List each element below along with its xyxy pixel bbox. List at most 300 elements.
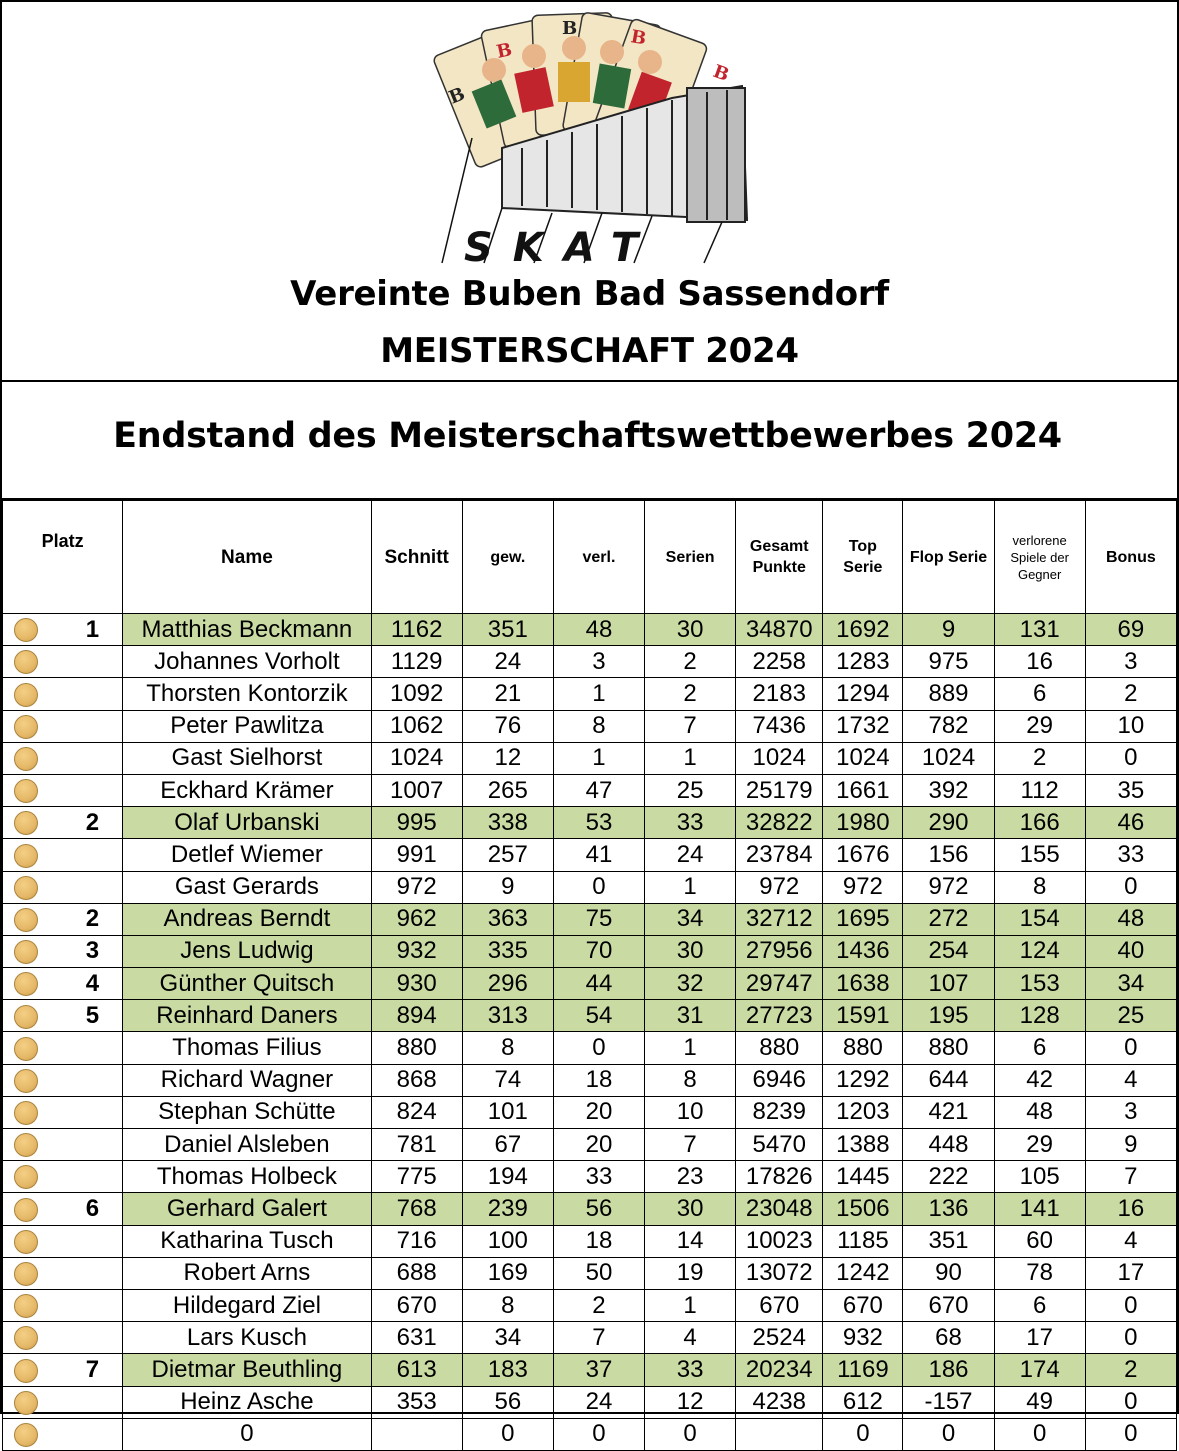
- gew-cell: 21: [462, 678, 553, 710]
- flop-cell: 136: [903, 1193, 994, 1225]
- schnitt-cell: 972: [371, 871, 462, 903]
- table-row: [3, 1225, 1177, 1257]
- schnitt-cell: 1024: [371, 742, 462, 774]
- verl-cell: 0: [553, 871, 644, 903]
- table-row: [3, 1322, 1177, 1354]
- verl-cell: 50: [553, 1257, 644, 1289]
- table-row: [3, 1064, 1177, 1096]
- flop-cell: 880: [903, 1032, 994, 1064]
- flop-cell: 290: [903, 807, 994, 839]
- bonus-cell: 25: [1085, 1000, 1176, 1032]
- serien-cell: 31: [645, 1000, 736, 1032]
- verlorene-cell: 6: [994, 1289, 1085, 1321]
- gew-cell: 12: [462, 742, 553, 774]
- coin-icon-cell: [3, 1096, 63, 1128]
- gew-cell: 265: [462, 774, 553, 806]
- header-verl: verl.: [553, 501, 644, 614]
- svg-text:B: B: [446, 83, 468, 109]
- gew-cell: 76: [462, 710, 553, 742]
- rank-cell: [63, 1289, 123, 1321]
- bonus-cell: 0: [1085, 1418, 1176, 1450]
- rank-cell: [63, 1225, 123, 1257]
- verlorene-cell: 29: [994, 710, 1085, 742]
- championship-title: MEISTERSCHAFT 2024: [380, 331, 799, 371]
- flop-cell: 195: [903, 1000, 994, 1032]
- verl-cell: 7: [553, 1322, 644, 1354]
- serien-cell: 30: [645, 1193, 736, 1225]
- rank-cell: [63, 1322, 123, 1354]
- coin-icon: [14, 1165, 38, 1189]
- schnitt-cell: 1092: [371, 678, 462, 710]
- verlorene-cell: 0: [994, 1418, 1085, 1450]
- schnitt-cell: 716: [371, 1225, 462, 1257]
- rank-cell: [63, 774, 123, 806]
- name-cell: Gerhard Galert: [123, 1193, 371, 1225]
- rank-cell: [63, 1032, 123, 1064]
- header-gesamt: [736, 501, 823, 614]
- top-cell: 0: [823, 1418, 903, 1450]
- rank-cell: 3: [63, 935, 123, 967]
- verlorene-cell: 166: [994, 807, 1085, 839]
- bonus-cell: 4: [1085, 1225, 1176, 1257]
- flop-cell: 107: [903, 968, 994, 1000]
- section-title: Endstand des Meisterschaftswettbewerbes 2024: [113, 416, 1062, 456]
- verl-cell: 24: [553, 1386, 644, 1418]
- coin-icon-cell: [3, 774, 63, 806]
- top-cell: 1692: [823, 614, 903, 646]
- flop-cell: 272: [903, 903, 994, 935]
- schnitt-cell: 991: [371, 839, 462, 871]
- top-cell: 1591: [823, 1000, 903, 1032]
- serien-cell: 4: [645, 1322, 736, 1354]
- schnitt-cell: 631: [371, 1322, 462, 1354]
- name-cell: Matthias Beckmann: [123, 614, 371, 646]
- flop-cell: 351: [903, 1225, 994, 1257]
- coin-icon: [14, 1423, 38, 1447]
- header-gesamt-line1: Gesamt: [749, 538, 809, 555]
- coin-icon-cell: [3, 807, 63, 839]
- table-body: [3, 614, 1177, 1451]
- coin-icon: [14, 811, 38, 835]
- bonus-cell: 0: [1085, 1322, 1176, 1354]
- table-row: [3, 871, 1177, 903]
- gesamt-cell: 670: [736, 1289, 823, 1321]
- verl-cell: 37: [553, 1354, 644, 1386]
- coin-icon-cell: [3, 968, 63, 1000]
- header-verlorene: [994, 501, 1085, 614]
- flop-cell: 9: [903, 614, 994, 646]
- gew-cell: 296: [462, 968, 553, 1000]
- name-cell: Lars Kusch: [123, 1322, 371, 1354]
- gew-cell: 169: [462, 1257, 553, 1289]
- gew-cell: 338: [462, 807, 553, 839]
- coin-icon-cell: [3, 1354, 63, 1386]
- verl-cell: 8: [553, 710, 644, 742]
- gesamt-cell: 7436: [736, 710, 823, 742]
- name-cell: Jens Ludwig: [123, 935, 371, 967]
- verl-cell: 44: [553, 968, 644, 1000]
- bonus-cell: 2: [1085, 1354, 1176, 1386]
- coin-icon: [14, 844, 38, 868]
- top-cell: 880: [823, 1032, 903, 1064]
- name-cell: Daniel Alsleben: [123, 1129, 371, 1161]
- schnitt-cell: [371, 1418, 462, 1450]
- table-row: [3, 1354, 1177, 1386]
- bonus-cell: 3: [1085, 1096, 1176, 1128]
- coin-icon-cell: [3, 1418, 63, 1450]
- coin-icon: [14, 1101, 38, 1125]
- gesamt-cell: 13072: [736, 1257, 823, 1289]
- gesamt-cell: 34870: [736, 614, 823, 646]
- coin-icon: [14, 683, 38, 707]
- serien-cell: 33: [645, 807, 736, 839]
- header-platz: Platz: [3, 501, 123, 614]
- coin-icon-cell: [3, 871, 63, 903]
- flop-cell: 186: [903, 1354, 994, 1386]
- verlorene-cell: 2: [994, 742, 1085, 774]
- bonus-cell: 69: [1085, 614, 1176, 646]
- rank-cell: [63, 839, 123, 871]
- bonus-cell: 0: [1085, 871, 1176, 903]
- gesamt-cell: 10023: [736, 1225, 823, 1257]
- verlorene-cell: 131: [994, 614, 1085, 646]
- bonus-cell: 10: [1085, 710, 1176, 742]
- name-cell: Gast Sielhorst: [123, 742, 371, 774]
- gesamt-cell: 1024: [736, 742, 823, 774]
- header-name: Name: [123, 501, 371, 614]
- name-cell: Olaf Urbanski: [123, 807, 371, 839]
- verl-cell: 33: [553, 1161, 644, 1193]
- table-row: [3, 1289, 1177, 1321]
- schnitt-cell: 932: [371, 935, 462, 967]
- top-cell: 1732: [823, 710, 903, 742]
- gew-cell: 351: [462, 614, 553, 646]
- header-gew: gew.: [462, 501, 553, 614]
- gew-cell: 56: [462, 1386, 553, 1418]
- top-cell: 1980: [823, 807, 903, 839]
- top-cell: 670: [823, 1289, 903, 1321]
- gesamt-cell: 27956: [736, 935, 823, 967]
- schnitt-cell: 775: [371, 1161, 462, 1193]
- name-cell: Thomas Filius: [123, 1032, 371, 1064]
- verl-cell: 1: [553, 742, 644, 774]
- header-flop: Flop Serie: [903, 501, 994, 614]
- coin-icon-cell: [3, 1257, 63, 1289]
- rank-cell: [63, 1257, 123, 1289]
- verl-cell: 56: [553, 1193, 644, 1225]
- verlorene-cell: 29: [994, 1129, 1085, 1161]
- serien-cell: 24: [645, 839, 736, 871]
- verlorene-cell: 105: [994, 1161, 1085, 1193]
- gew-cell: 100: [462, 1225, 553, 1257]
- bonus-cell: 0: [1085, 1289, 1176, 1321]
- verl-cell: 70: [553, 935, 644, 967]
- bonus-cell: 46: [1085, 807, 1176, 839]
- gesamt-cell: [736, 1418, 823, 1450]
- schnitt-cell: 894: [371, 1000, 462, 1032]
- section-title-bar: [2, 382, 1177, 500]
- verl-cell: 3: [553, 646, 644, 678]
- gew-cell: 363: [462, 903, 553, 935]
- verlorene-cell: 174: [994, 1354, 1085, 1386]
- table-row: [3, 1161, 1177, 1193]
- bonus-cell: 35: [1085, 774, 1176, 806]
- coin-icon-cell: [3, 839, 63, 871]
- svg-text:B: B: [710, 60, 732, 86]
- verlorene-cell: 17: [994, 1322, 1085, 1354]
- rank-cell: 2: [63, 807, 123, 839]
- coin-icon: [14, 940, 38, 964]
- top-cell: 1203: [823, 1096, 903, 1128]
- top-cell: 1661: [823, 774, 903, 806]
- coin-icon: [14, 1326, 38, 1350]
- top-cell: 1445: [823, 1161, 903, 1193]
- schnitt-cell: 1062: [371, 710, 462, 742]
- verl-cell: 47: [553, 774, 644, 806]
- name-cell: Andreas Berndt: [123, 903, 371, 935]
- table-row: [3, 903, 1177, 935]
- schnitt-cell: 824: [371, 1096, 462, 1128]
- flop-cell: 392: [903, 774, 994, 806]
- bonus-cell: 4: [1085, 1064, 1176, 1096]
- table-row: [3, 1000, 1177, 1032]
- coin-icon: [14, 779, 38, 803]
- verl-cell: 2: [553, 1289, 644, 1321]
- name-cell: Günther Quitsch: [123, 968, 371, 1000]
- verlorene-cell: 112: [994, 774, 1085, 806]
- bonus-cell: 17: [1085, 1257, 1176, 1289]
- table-row: [3, 1129, 1177, 1161]
- name-cell: Eckhard Krämer: [123, 774, 371, 806]
- header-schnitt: Schnitt: [371, 501, 462, 614]
- svg-text:B: B: [629, 26, 648, 50]
- name-cell: Richard Wagner: [123, 1064, 371, 1096]
- serien-cell: 14: [645, 1225, 736, 1257]
- serien-cell: 25: [645, 774, 736, 806]
- verl-cell: 53: [553, 807, 644, 839]
- top-cell: 1242: [823, 1257, 903, 1289]
- coin-icon-cell: [3, 935, 63, 967]
- gesamt-cell: 880: [736, 1032, 823, 1064]
- club-name: Vereinte Buben Bad Sassendorf: [290, 274, 889, 314]
- gesamt-cell: 4238: [736, 1386, 823, 1418]
- header-gesamt-line2: Punkte: [752, 559, 806, 576]
- verlorene-cell: 16: [994, 646, 1085, 678]
- gesamt-cell: 29747: [736, 968, 823, 1000]
- top-cell: 1695: [823, 903, 903, 935]
- coin-icon: [14, 1391, 38, 1415]
- gesamt-cell: 32822: [736, 807, 823, 839]
- verlorene-cell: 6: [994, 678, 1085, 710]
- gesamt-cell: 27723: [736, 1000, 823, 1032]
- gesamt-cell: 2258: [736, 646, 823, 678]
- header-top-line2: Serie: [843, 559, 883, 576]
- gesamt-cell: 6946: [736, 1064, 823, 1096]
- flop-cell: 448: [903, 1129, 994, 1161]
- coin-icon: [14, 1005, 38, 1029]
- flop-cell: 222: [903, 1161, 994, 1193]
- header-verlorene-line2: Spiele der: [1010, 549, 1069, 565]
- table-header-row: [3, 501, 1177, 614]
- coin-icon-cell: [3, 903, 63, 935]
- table-row: [3, 839, 1177, 871]
- gesamt-cell: 23048: [736, 1193, 823, 1225]
- serien-cell: 1: [645, 742, 736, 774]
- gesamt-cell: 8239: [736, 1096, 823, 1128]
- coin-icon-cell: [3, 1000, 63, 1032]
- coin-icon-cell: [3, 614, 63, 646]
- schnitt-cell: 995: [371, 807, 462, 839]
- verl-cell: 54: [553, 1000, 644, 1032]
- coin-icon-cell: [3, 1161, 63, 1193]
- rank-cell: [63, 871, 123, 903]
- rank-cell: 2: [63, 903, 123, 935]
- top-cell: 1436: [823, 935, 903, 967]
- flop-cell: 972: [903, 871, 994, 903]
- name-cell: Thorsten Kontorzik: [123, 678, 371, 710]
- name-cell: Reinhard Daners: [123, 1000, 371, 1032]
- name-cell: Stephan Schütte: [123, 1096, 371, 1128]
- coin-icon-cell: [3, 1193, 63, 1225]
- serien-cell: 30: [645, 614, 736, 646]
- serien-cell: 2: [645, 678, 736, 710]
- flop-cell: 254: [903, 935, 994, 967]
- flop-cell: 90: [903, 1257, 994, 1289]
- header-top: [823, 501, 903, 614]
- coin-icon-cell: [3, 1225, 63, 1257]
- top-cell: 1283: [823, 646, 903, 678]
- verlorene-cell: 78: [994, 1257, 1085, 1289]
- bonus-cell: 3: [1085, 646, 1176, 678]
- schnitt-cell: 1129: [371, 646, 462, 678]
- gew-cell: 74: [462, 1064, 553, 1096]
- name-cell: Johannes Vorholt: [123, 646, 371, 678]
- schnitt-cell: 613: [371, 1354, 462, 1386]
- flop-cell: 670: [903, 1289, 994, 1321]
- verl-cell: 20: [553, 1096, 644, 1128]
- table-row: [3, 710, 1177, 742]
- verlorene-cell: 60: [994, 1225, 1085, 1257]
- gew-cell: 24: [462, 646, 553, 678]
- svg-text:B: B: [562, 18, 578, 39]
- serien-cell: 0: [645, 1418, 736, 1450]
- coin-icon-cell: [3, 1129, 63, 1161]
- schnitt-cell: 880: [371, 1032, 462, 1064]
- header-verlorene-line3: Gegner: [1017, 566, 1062, 582]
- name-cell: Gast Gerards: [123, 871, 371, 903]
- name-cell: Hildegard Ziel: [123, 1289, 371, 1321]
- verl-cell: 0: [553, 1418, 644, 1450]
- skat-logo: [422, 8, 762, 270]
- rank-cell: 7: [63, 1354, 123, 1386]
- serien-cell: 7: [645, 710, 736, 742]
- gew-cell: 8: [462, 1289, 553, 1321]
- coin-icon: [14, 1262, 38, 1286]
- table-row: [3, 1193, 1177, 1225]
- bonus-cell: 16: [1085, 1193, 1176, 1225]
- bonus-cell: 33: [1085, 839, 1176, 871]
- rank-cell: 6: [63, 1193, 123, 1225]
- flop-cell: 156: [903, 839, 994, 871]
- verl-cell: 48: [553, 614, 644, 646]
- name-cell: Thomas Holbeck: [123, 1161, 371, 1193]
- flop-cell: 889: [903, 678, 994, 710]
- serien-cell: 7: [645, 1129, 736, 1161]
- gew-cell: 194: [462, 1161, 553, 1193]
- coin-icon: [14, 972, 38, 996]
- top-cell: 1185: [823, 1225, 903, 1257]
- flop-cell: 421: [903, 1096, 994, 1128]
- serien-cell: 8: [645, 1064, 736, 1096]
- top-cell: 612: [823, 1386, 903, 1418]
- top-cell: 1169: [823, 1354, 903, 1386]
- name-cell: Katharina Tusch: [123, 1225, 371, 1257]
- top-cell: 1676: [823, 839, 903, 871]
- rank-cell: [63, 1064, 123, 1096]
- serien-cell: 34: [645, 903, 736, 935]
- table-row: [3, 1032, 1177, 1064]
- gesamt-cell: 2524: [736, 1322, 823, 1354]
- gew-cell: 9: [462, 871, 553, 903]
- verlorene-cell: 6: [994, 1032, 1085, 1064]
- coin-icon: [14, 715, 38, 739]
- verl-cell: 0: [553, 1032, 644, 1064]
- gew-cell: 0: [462, 1418, 553, 1450]
- gesamt-cell: 32712: [736, 903, 823, 935]
- coin-icon-cell: [3, 742, 63, 774]
- coin-icon: [14, 1037, 38, 1061]
- table-row: [3, 742, 1177, 774]
- serien-cell: 1: [645, 1289, 736, 1321]
- serien-cell: 10: [645, 1096, 736, 1128]
- table-row: [3, 807, 1177, 839]
- rank-cell: [63, 646, 123, 678]
- verl-cell: 18: [553, 1064, 644, 1096]
- serien-cell: 19: [645, 1257, 736, 1289]
- flop-cell: 644: [903, 1064, 994, 1096]
- table-row: [3, 614, 1177, 646]
- coin-icon-cell: [3, 710, 63, 742]
- top-cell: 1388: [823, 1129, 903, 1161]
- rank-cell: [63, 710, 123, 742]
- verl-cell: 18: [553, 1225, 644, 1257]
- coin-icon: [14, 1230, 38, 1254]
- coin-icon-cell: [3, 646, 63, 678]
- verlorene-cell: 128: [994, 1000, 1085, 1032]
- verlorene-cell: 49: [994, 1386, 1085, 1418]
- coin-icon: [14, 618, 38, 642]
- schnitt-cell: 353: [371, 1386, 462, 1418]
- serien-cell: 23: [645, 1161, 736, 1193]
- table-row: [3, 1257, 1177, 1289]
- gew-cell: 313: [462, 1000, 553, 1032]
- schnitt-cell: 670: [371, 1289, 462, 1321]
- table-row: [3, 678, 1177, 710]
- rank-cell: 5: [63, 1000, 123, 1032]
- rank-cell: 1: [63, 614, 123, 646]
- standings-table: [2, 500, 1177, 1451]
- gew-cell: 101: [462, 1096, 553, 1128]
- coin-icon: [14, 1294, 38, 1318]
- schnitt-cell: 768: [371, 1193, 462, 1225]
- verl-cell: 1: [553, 678, 644, 710]
- coin-icon-cell: [3, 1386, 63, 1418]
- rank-cell: [63, 742, 123, 774]
- coin-icon-cell: [3, 1322, 63, 1354]
- top-cell: 1292: [823, 1064, 903, 1096]
- rank-cell: 4: [63, 968, 123, 1000]
- bonus-cell: 0: [1085, 1032, 1176, 1064]
